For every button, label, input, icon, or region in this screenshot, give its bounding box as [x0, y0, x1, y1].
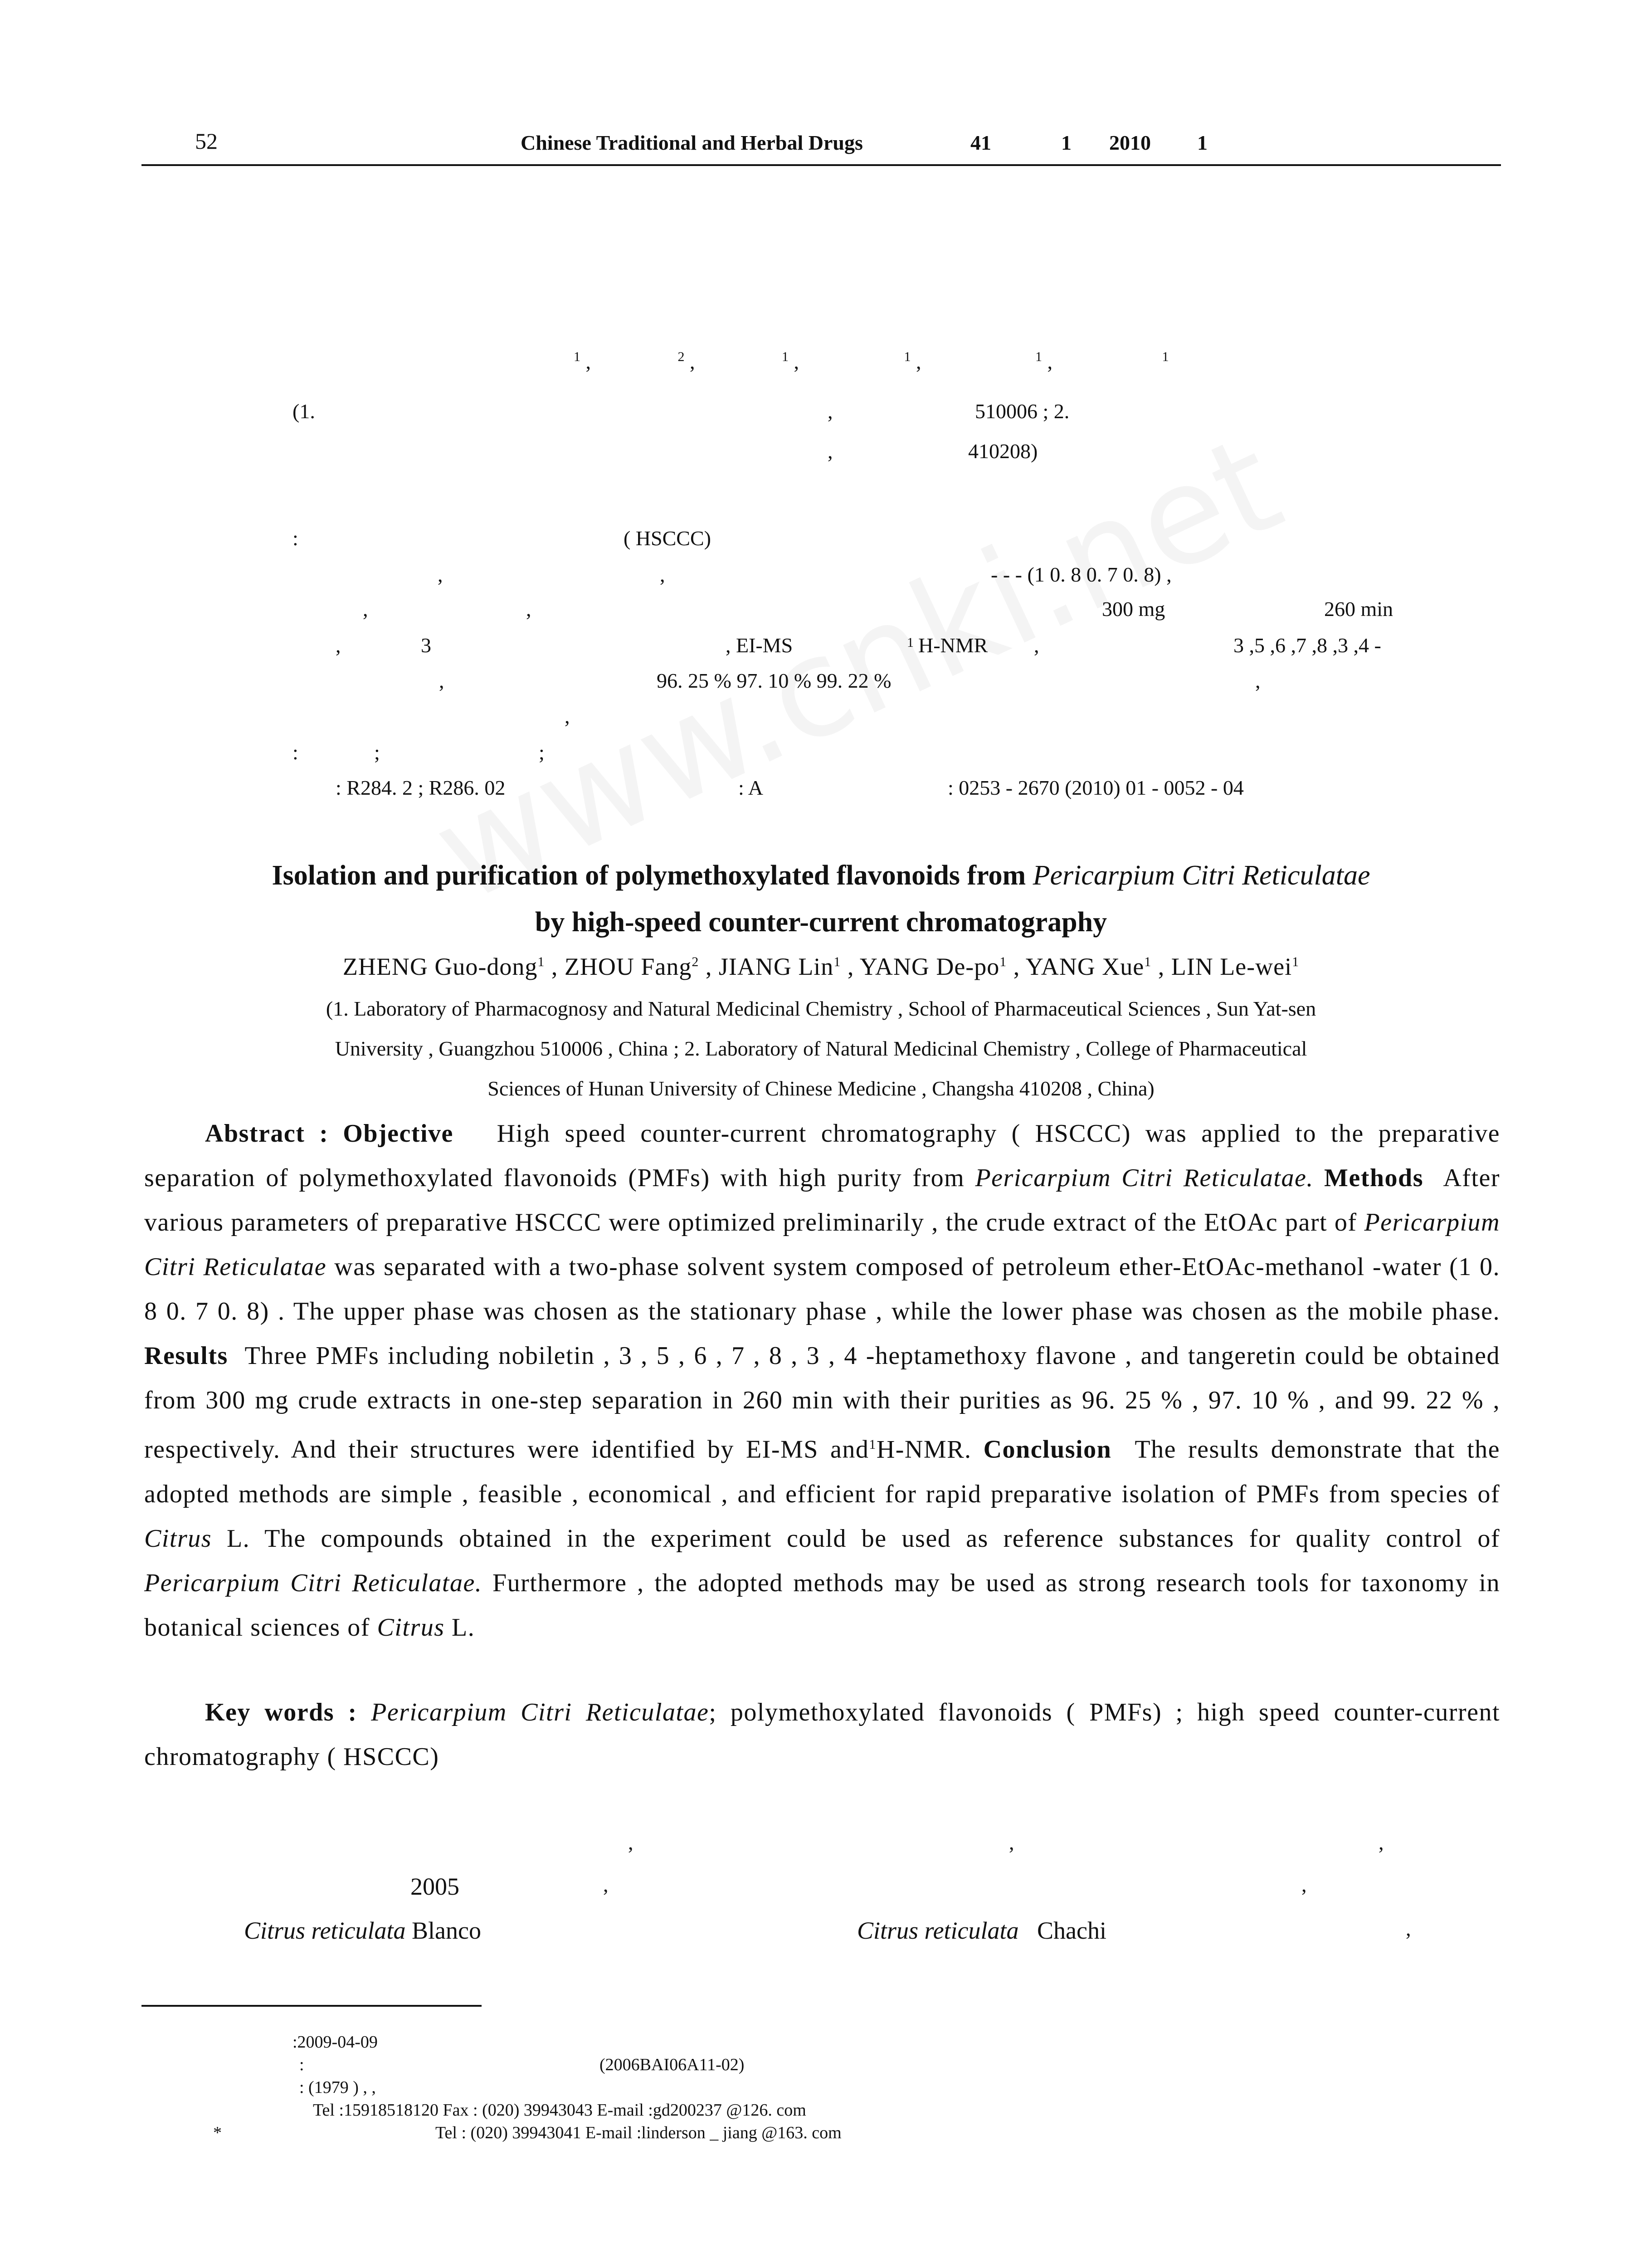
cn-abstract-methods: , EI-MS — [726, 634, 793, 657]
cn-abstract-ratio: - - - (1 0. 8 0. 7 0. 8) , — [991, 563, 1172, 586]
results-label: Results — [144, 1342, 228, 1370]
page-number: 52 — [195, 128, 218, 154]
methods-label: Methods — [1324, 1164, 1423, 1192]
cn-author-marks: $^1$ , $^2$ , $^1$ , $^1$ , $^1$ , $^1$ — [574, 349, 1169, 373]
keywords-label: Key words : — [205, 1698, 357, 1726]
affiliation-line2: University , Guangzhou 510006 , China ; 2. Laboratory of Natural Medicinal Chemistry , College of Pharmaceutical — [335, 1037, 1307, 1060]
affiliation-line1: (1. Laboratory of Pharmacognosy and Natural Medicinal Chemistry , School of Pharmaceutical Sciences , Sun Yat-sen — [326, 997, 1316, 1020]
footnote-fund: (2006BAI06A11-02) — [599, 2055, 745, 2074]
journal-issue: 1 — [1061, 131, 1072, 154]
cn-affiliation-code2: 410208) — [968, 440, 1038, 463]
cn-abstract-count: 3 — [421, 634, 431, 657]
cn-abstract-nmr: H-NMR — [918, 634, 988, 657]
cn-abstract-nmr-sup: 1 — [907, 635, 914, 650]
footnote-author: : (1979 ) , , — [299, 2078, 376, 2097]
cn-abstract-mass: 300 mg — [1102, 597, 1165, 621]
cn-doc-code: : A — [738, 776, 763, 799]
keywords-paragraph: Key words : Pericarpium Citri Reticulatae; polymethoxylated flavonoids ( PMFs) ; high speed counter-current chromatography ( HSCCC) — [144, 1698, 1501, 1771]
article-title-line2: by high-speed counter-current chromatography — [535, 907, 1107, 938]
cn-affiliation-prefix: (1. — [292, 400, 315, 423]
conclusion-label: Conclusion — [983, 1435, 1112, 1464]
journal-month: 1 — [1197, 131, 1208, 154]
footnote-contact-2: Tel : (020) 39943041 E-mail :linderson _ jiang @163. com — [435, 2123, 842, 2142]
cn-abstract-time: 260 min — [1324, 597, 1394, 621]
body-species-2: Citrus reticulata Chachi — [857, 1917, 1106, 1944]
journal-name: Chinese Traditional and Herbal Drugs — [521, 131, 863, 154]
affiliation-line3: Sciences of Hunan University of Chinese Medicine , Changsha 410208 , China) — [487, 1077, 1155, 1100]
body-year: 2005 — [410, 1873, 459, 1900]
footnote-received: :2009-04-09 — [292, 2033, 378, 2052]
abstract-label: Abstract : Objective — [205, 1119, 453, 1148]
header-rule — [141, 164, 1501, 166]
cn-classification: : R284. 2 ; R286. 02 — [336, 776, 506, 799]
journal-year: 2010 — [1109, 131, 1151, 154]
cn-abstract-hsccc: ( HSCCC) — [624, 527, 711, 550]
abstract-paragraph: Abstract : Objective High speed counter-current chromatography ( HSCCC) was applied to the preparative separation of polymethoxylated flavonoids (PMFs) with high purity from Pericarpium Citri Reticulatae. Methods After various parameters of preparative HSCCC were optimized preliminarily , the crude extract of the EtOAc part of Pericarpium Citri Reticulatae was separated with a two-phase solvent system composed of petroleum ether-EtOAc-methanol -water (1 0. 8 0. 7 0. 8) . The upper phase was chosen as the stationary phase , while the lower phase was chosen as the mobile phase. Results Three PMFs including nobiletin , 3 , 5 , 6 , 7 , 8 , 3 , 4 -heptamethoxy flavone , and tangeretin could be obtained from 300 mg crude extracts in one-step separation in 260 min with their purities as 96. 25 % , 97. 10 % , and 99. 22 % , respectively. And their structures were identified by EI-MS and$^1$H-NMR. Conclusion The results demonstrate that the adopted methods are simple , feasible , economical , and efficient for rapid preparative isolation of PMFs from species of Citrus L. The compounds obtained in the experiment could be used as reference substances for quality control of Pericarpium Citri Reticulatae. Furthermore , the adopted methods may be used as strong research tools for taxonomy in botanical sciences of Citrus L. — [144, 1119, 1501, 1642]
author-list: ZHENG Guo-dong$^1$ , ZHOU Fang$^2$ , JIANG Lin$^1$ , YANG $De-po^1$ , YANG Xue$^1$ , LIN Le-wei$^1$ — [342, 953, 1300, 980]
article-title-line1: Isolation and purification of polymethoxylated flavonoids from Pericarpium Citri Reticulatae — [272, 860, 1370, 891]
footnote-contact-1: Tel :15918518120 Fax : (020) 39943043 E-mail :gd200237 @126. com — [313, 2101, 806, 2120]
body-species-1: Citrus reticulata Blanco — [244, 1917, 481, 1944]
footnote-rule — [141, 2005, 482, 2007]
cn-affiliation-code1: 510006 ; 2. — [975, 400, 1070, 423]
cn-abstract-purities: 96. 25 % 97. 10 % 99. 22 % — [657, 669, 892, 692]
cn-article-no: : 0253 - 2670 (2010) 01 - 0052 - 04 — [948, 776, 1244, 799]
journal-volume: 41 — [970, 131, 991, 154]
footnote-star: * — [213, 2123, 222, 2142]
cn-abstract-positions: 3 ,5 ,6 ,7 ,8 ,3 ,4 - — [1233, 634, 1381, 657]
